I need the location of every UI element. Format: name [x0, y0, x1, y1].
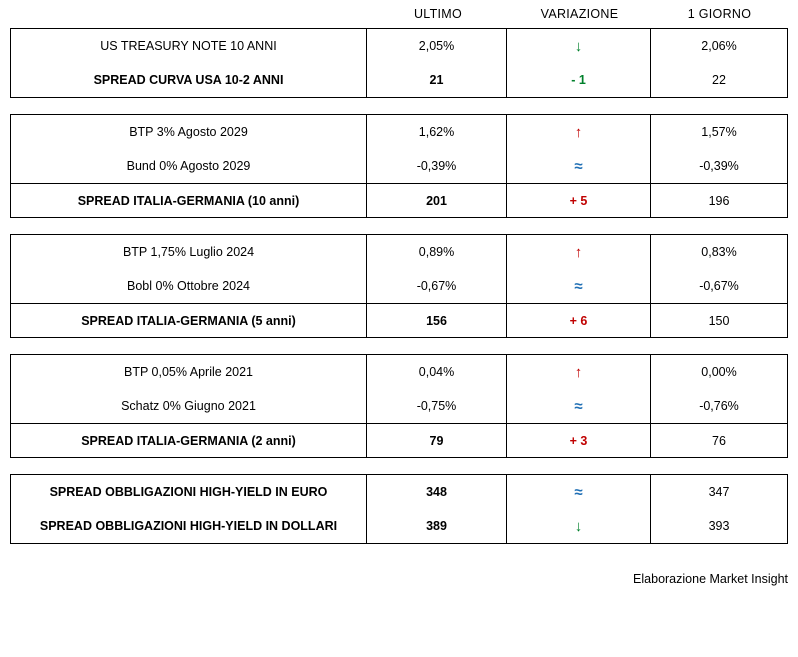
row-ultimo-value: 348 — [367, 475, 507, 509]
row-label: Schatz 0% Giugno 2021 — [11, 389, 367, 423]
table-row — [11, 423, 787, 457]
header-ultimo: ULTIMO — [413, 7, 463, 21]
row-variazione-cell — [507, 355, 650, 389]
header-variazione: VARIAZIONE — [540, 7, 619, 21]
row-ultimo-value: 0,89% — [367, 235, 507, 269]
table-block — [10, 114, 788, 218]
arrow-up-icon: ↑ — [574, 243, 583, 261]
row-ultimo-value: -0,75% — [367, 389, 507, 423]
table-row — [11, 509, 787, 543]
table-row — [11, 355, 787, 389]
approx-equal-icon: ≈ — [574, 157, 583, 175]
row-variazione-cell — [507, 29, 650, 63]
row-label: BTP 1,75% Luglio 2024 — [11, 235, 367, 269]
row-giorno-value: 1,57% — [650, 115, 787, 149]
row-giorno-value: 76 — [650, 424, 787, 457]
row-giorno-value: 393 — [650, 509, 787, 543]
row-giorno-value: 196 — [650, 184, 787, 217]
table-row — [11, 269, 787, 303]
row-variazione-cell — [507, 509, 650, 543]
row-variazione-cell — [507, 115, 650, 149]
table-row — [11, 303, 787, 337]
row-giorno-value: 0,00% — [650, 355, 787, 389]
table-header — [10, 0, 788, 28]
row-ultimo-value: 1,62% — [367, 115, 507, 149]
row-giorno-value: -0,67% — [650, 269, 787, 303]
table-row — [11, 235, 787, 269]
row-label: SPREAD ITALIA-GERMANIA (10 anni) — [11, 184, 367, 217]
row-ultimo-value: 0,04% — [367, 355, 507, 389]
variazione-value: - 1 — [571, 73, 586, 87]
row-label: BTP 0,05% Aprile 2021 — [11, 355, 367, 389]
variazione-value: + 6 — [569, 313, 588, 328]
table-row — [11, 149, 787, 183]
table-block — [10, 354, 788, 458]
row-label: SPREAD ITALIA-GERMANIA (5 anni) — [11, 304, 367, 337]
table-row — [11, 475, 787, 509]
row-variazione-cell — [507, 184, 650, 217]
table-blocks — [10, 28, 788, 544]
row-variazione-cell — [507, 235, 650, 269]
row-giorno-value: 0,83% — [650, 235, 787, 269]
table-row — [11, 389, 787, 423]
row-label: Bobl 0% Ottobre 2024 — [11, 269, 367, 303]
table-block — [10, 234, 788, 338]
row-giorno-value: 22 — [650, 63, 787, 97]
header-giorno: 1 GIORNO — [687, 7, 752, 21]
table-block — [10, 28, 788, 98]
row-ultimo-value: 156 — [367, 304, 507, 337]
row-label: SPREAD OBBLIGAZIONI HIGH-YIELD IN EURO — [11, 475, 367, 509]
footer-credit: Elaborazione Market Insight — [633, 572, 788, 586]
row-label: BTP 3% Agosto 2029 — [11, 115, 367, 149]
approx-equal-icon: ≈ — [574, 277, 583, 295]
row-label: Bund 0% Agosto 2029 — [11, 149, 367, 183]
row-label: US TREASURY NOTE 10 ANNI — [11, 29, 367, 63]
row-ultimo-value: -0,67% — [367, 269, 507, 303]
row-ultimo-value: 79 — [367, 424, 507, 457]
arrow-up-icon: ↑ — [574, 363, 583, 381]
row-variazione-cell — [507, 424, 650, 457]
row-ultimo-value: 201 — [367, 184, 507, 217]
row-label: SPREAD CURVA USA 10-2 ANNI — [11, 63, 367, 97]
arrow-down-icon: ↓ — [574, 517, 583, 535]
row-variazione-cell — [507, 63, 650, 97]
row-label: SPREAD OBBLIGAZIONI HIGH-YIELD IN DOLLARI — [11, 509, 367, 543]
row-giorno-value: 347 — [650, 475, 787, 509]
approx-equal-icon: ≈ — [574, 483, 583, 501]
row-variazione-cell — [507, 389, 650, 423]
row-label: SPREAD ITALIA-GERMANIA (2 anni) — [11, 424, 367, 457]
table-row — [11, 183, 787, 217]
row-giorno-value: -0,39% — [650, 149, 787, 183]
row-giorno-value: 150 — [650, 304, 787, 337]
row-variazione-cell — [507, 475, 650, 509]
variazione-value: + 3 — [569, 433, 588, 448]
row-variazione-cell — [507, 149, 650, 183]
arrow-down-icon: ↓ — [574, 37, 583, 55]
row-ultimo-value: -0,39% — [367, 149, 507, 183]
table-row — [11, 63, 787, 97]
arrow-up-icon: ↑ — [574, 123, 583, 141]
table-row — [11, 29, 787, 63]
row-giorno-value: 2,06% — [650, 29, 787, 63]
table-row — [11, 115, 787, 149]
row-giorno-value: -0,76% — [650, 389, 787, 423]
table-block — [10, 474, 788, 544]
variazione-value: + 5 — [569, 193, 588, 208]
row-ultimo-value: 21 — [367, 63, 507, 97]
row-variazione-cell — [507, 269, 650, 303]
approx-equal-icon: ≈ — [574, 397, 583, 415]
row-ultimo-value: 389 — [367, 509, 507, 543]
row-variazione-cell — [507, 304, 650, 337]
row-ultimo-value: 2,05% — [367, 29, 507, 63]
